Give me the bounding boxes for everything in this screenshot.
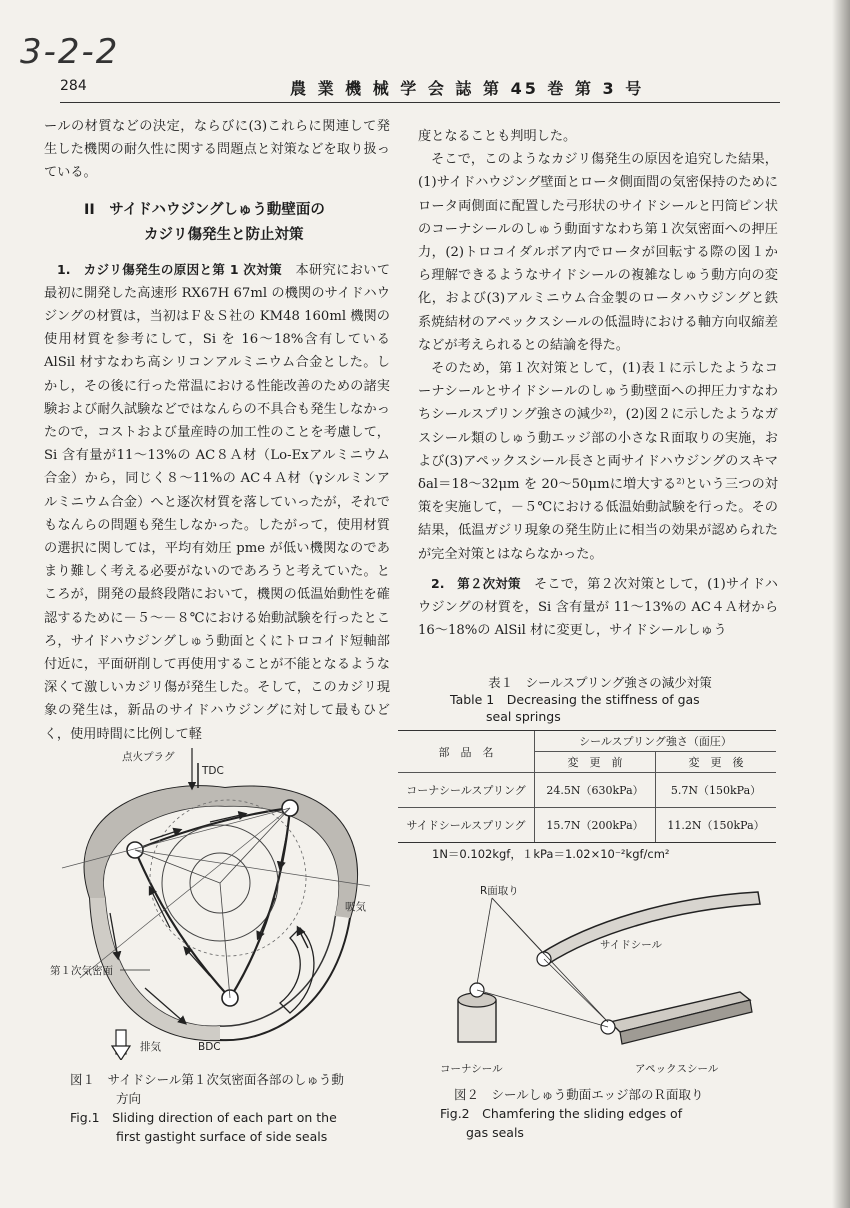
page-header <box>60 76 780 103</box>
sliding-arrow-5 <box>185 948 210 976</box>
table-row <box>398 808 776 843</box>
label-corner-seal: コーナシール <box>440 1063 503 1075</box>
figure-2-diagram <box>440 882 770 1082</box>
subsection-1-text: 本研究において最初に開発した高速形 RX67H 67ml の機関のサイドハウジングの材質は，当初はＦ＆Ｓ社の KM48 160ml 機関の使用材質を参考にして，Si を 16～18%含有している AlSil 材すなわち高シリコンアルミニウム合金とした。しかし，その後に行った常温における性能改善のための諸実験および耐久試験などではなんらの不具合も発生しなかったので，コストおよび量産時の加工性のことを考慮して，Si 含有量が11～13%の AC８Ａ材（Lo-Exアルミニウム合金）から，同じく８～11%の AC４Ａ材（γシルミンアルミニウム合金）へと逐次材質を落していったが，それでもなんらの問題も発生しなかった。したがって，使用材質の選択に関しては，平均有効圧 pme が低い機関なのであまり難しく考える必要がないのであろうと考えていた。ところが，開発の最終段階において，機関の低温始動性を確認するために－５～－８℃における始動試験を行ったところ，サイドハウジングしゅう動面とくにトロコイド短軸部付近に，平面研削して再使用することが不能となるような深くて激しいカジリ傷が発生した。そして，このカジリ現象の発生は，新品のサイドハウジングに対して最もひどく，使用時間に比例して軽 <box>44 262 391 742</box>
row-2-after: 11.2N（150kPa） <box>656 808 776 843</box>
label-bdc: BDC <box>198 1041 221 1053</box>
figure-1-diagram <box>50 748 390 1060</box>
subsection-2-text: そこで，第２次対策として，(1)サイドハウジングの材質を，Si 含有量が 11～13%の AC４Ａ材から16～18%の AlSil 材に変更し，サイドシールしゅう <box>418 576 779 639</box>
side-seal-leader <box>544 959 608 1022</box>
sliding-arrow-3 <box>280 828 288 868</box>
table-1-caption-jp: 表１ シールスプリング強さの減少対策 <box>488 675 712 690</box>
page-edge-shadow <box>832 0 850 1208</box>
page-number: 284 <box>60 78 87 94</box>
label-spark-plug: 点火プラグ <box>122 751 175 763</box>
journal-title: 農 業 機 械 学 会 誌 第 45 巻 第 3 号 <box>290 79 645 98</box>
figure-1-caption-jp-1: 図１ サイドシール第１次気密面各部のしゅう動 <box>70 1072 344 1087</box>
row-2-before: 15.7N（200kPa） <box>535 808 656 843</box>
figure-2-caption <box>440 1085 770 1142</box>
figure-1-caption-jp-2: 方向 <box>116 1091 142 1106</box>
header-part-name: 部 品 名 <box>398 731 535 773</box>
table-1-caption <box>420 674 780 725</box>
table-1-unit-note: 1N＝0.102kgf，１kPa＝1.02×10⁻²kgf/cm² <box>432 847 670 861</box>
side-seal-arc <box>540 892 760 964</box>
label-apex-seal: アペックスシール <box>635 1063 719 1075</box>
right-paragraph-3: そのため，第１次対策として，(1)表１に示したようなコーナシールとサイドシールのしゅう動壁面への押圧力すなわちシールスプリング強さの減少²⁾，(2)図２に示したようなガスシール類のしゅう動エッジ部の小さなＲ面取りの実施，および(3)アペックスシール長さと両サイドハウジングのスキマ δal＝18～32μm を 20～50μmに増大する²⁾という三つの対策を実施して，－５℃における低温始動試験を行った。その結果，低温ガジリ現象の発生防止に相当の効果が認められたが完全対策とはならなかった。 <box>418 361 778 562</box>
figure-2-caption-en-1: Fig.2 Chamfering the sliding edges of <box>440 1106 683 1121</box>
figure-1-caption <box>70 1070 390 1146</box>
right-column <box>418 125 778 642</box>
label-tdc: TDC <box>202 765 224 777</box>
row-1-after: 5.7N（150kPa） <box>656 773 776 808</box>
exhaust-arrow <box>112 1046 130 1060</box>
right-paragraph-2: そこで，このようなカジリ傷発生の原因を追究した結果，(1)サイドハウジング壁面とロータ側面間の気密保持のためにロータ両側面に配置した弓形状のサイドシールと円筒ピン状のコーナシールのしゅう動面すなわち第１次気密面への押圧力，(2)トロコイダルボア内でロータが回転する際の図１から理解できるようなサイドシールの複雑なしゅう動方向の変化，および(3)アルミニウム合金製のロータハウジングと鉄系焼結材のアペックスシールの低温時における軸方向収縮差などが考えられるとの結論を得た。 <box>418 152 778 353</box>
row-1-name: コーナシールスプリング <box>398 773 535 808</box>
left-column <box>44 115 390 746</box>
subsection-2-paragraph <box>418 572 778 643</box>
row-2-name: サイドシールスプリング <box>398 808 535 843</box>
header-before: 変 更 前 <box>535 752 656 773</box>
table-1-caption-en-1: Table 1 Decreasing the stiffness of gas <box>450 692 700 707</box>
row-1-before: 24.5N（630kPa） <box>535 773 656 808</box>
figure-1-caption-en-1: Fig.1 Sliding direction of each part on the <box>70 1110 337 1125</box>
table-header-row <box>398 731 776 752</box>
subsection-1-heading: 1. カジリ傷発生の原因と第 1 次対策 <box>57 261 282 277</box>
table-row <box>398 773 776 808</box>
r-chamfer-leader-2 <box>477 898 492 984</box>
rotor-outline <box>135 808 290 998</box>
seal-spring-table <box>398 730 776 843</box>
label-side-seal: サイドシール <box>600 939 663 951</box>
label-gastight-surface: 第１次気密面 <box>50 965 113 977</box>
section-heading-line2: カジリ傷発生と防止対策 <box>144 226 304 243</box>
sliding-arrow-4 <box>258 898 275 938</box>
label-r-chamfer: R面取り <box>480 885 519 897</box>
label-exhaust: 排気 <box>140 1041 161 1053</box>
subsection-2-heading: 2. 第２次対策 <box>431 575 521 591</box>
r-chamfer-leader-3 <box>492 898 608 1022</box>
subsection-1-paragraph <box>44 258 390 746</box>
figure-2-caption-jp: 図２ シールしゅう動面エッジ部のＲ面取り <box>454 1087 704 1102</box>
section-heading-line1: II サイドハウジングしゅう動壁面の <box>84 201 325 218</box>
figure-2-caption-en-2: gas seals <box>466 1125 524 1140</box>
handwritten-page-note: 3-2-2 <box>20 32 120 72</box>
label-intake: 吸気 <box>345 901 366 913</box>
table-1-caption-en-2: seal springs <box>486 709 561 724</box>
intake-port <box>280 928 314 1013</box>
section-heading <box>84 198 390 248</box>
right-paragraph-1: 度となることも判明した。 <box>418 129 577 144</box>
figure-1-caption-en-2: first gastight surface of side seals <box>116 1129 328 1144</box>
intro-paragraph: ールの材質などの決定，ならびに(3)これらに関連して発生した機関の耐久性に関する問題点と対策などを取り扱っている。 <box>44 119 390 181</box>
header-after: 変 更 後 <box>656 752 776 773</box>
header-spring-strength: シールスプリング強さ（面圧） <box>535 731 777 752</box>
eccentric-circle <box>150 800 306 956</box>
